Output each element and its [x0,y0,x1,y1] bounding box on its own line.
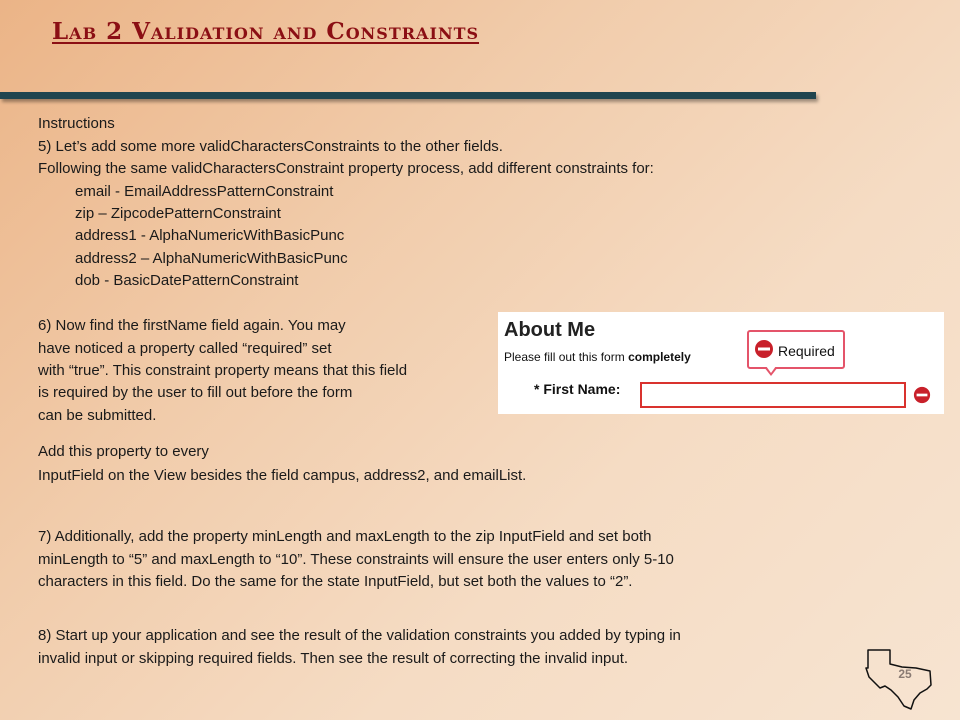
tooltip-pointer-fill [766,366,776,373]
step-7-line: 7) Additionally, add the property minLength and maxLength to the zip InputField and set both [38,528,652,545]
constraint-item: address2 – AlphaNumericWithBasicPunc [75,250,348,267]
step-7-line: characters in this field. Do the same for the state InputField, but set both the values to “2”. [38,573,633,590]
form-subtitle [504,350,691,364]
tooltip-text: Required [778,343,835,359]
step-6-line: with “true”. This constraint property means that this field [38,362,408,379]
step-6-line: have noticed a property called “required” set [38,340,332,357]
error-icon [754,339,774,359]
step-8-line: invalid input or skipping required fields. Then see the result of correcting the invalid input. [38,650,629,667]
form-screenshot [498,312,944,414]
title-divider [0,92,816,99]
page-number: 25 [898,667,912,681]
step-7-line: minLength to “5” and maxLength to “10”. These constraints will ensure the user enters only 5-10 [38,551,674,568]
step-6-rest: InputField on the View besides the field campus, address2, and emailList. [38,467,527,484]
instructions-heading: Instructions [38,115,115,132]
step-5-detail: Following the same validCharactersConstraint property process, add different constraints for: [38,160,654,177]
step-6-line: 6) Now find the firstName field again. You may [38,317,346,334]
slide-title: Lab 2 Validation and Constraints [52,18,480,45]
step-6-line: is required by the user to fill out before the form [38,384,353,401]
first-name-label: * First Name: [534,381,621,397]
step-6-add: Add this property to every [38,443,209,460]
form-subtitle-bold: completely [628,350,691,364]
step-8-line: 8) Start up your application and see the result of the validation constraints you added by typing in [38,627,681,644]
field-error-icon [913,386,931,404]
first-name-input[interactable] [640,382,906,408]
step-6-line: can be submitted. [38,407,157,424]
constraint-item: email - EmailAddressPatternConstraint [75,183,334,200]
step-5: 5) Let’s add some more validCharactersConstraints to the other fields. [38,138,503,155]
form-subtitle-text: Please fill out this form [504,350,629,364]
form-heading: About Me [504,319,596,341]
constraint-item: address1 - AlphaNumericWithBasicPunc [75,227,345,244]
constraint-item: dob - BasicDatePatternConstraint [75,272,299,289]
constraint-item: zip – ZipcodePatternConstraint [75,205,281,222]
